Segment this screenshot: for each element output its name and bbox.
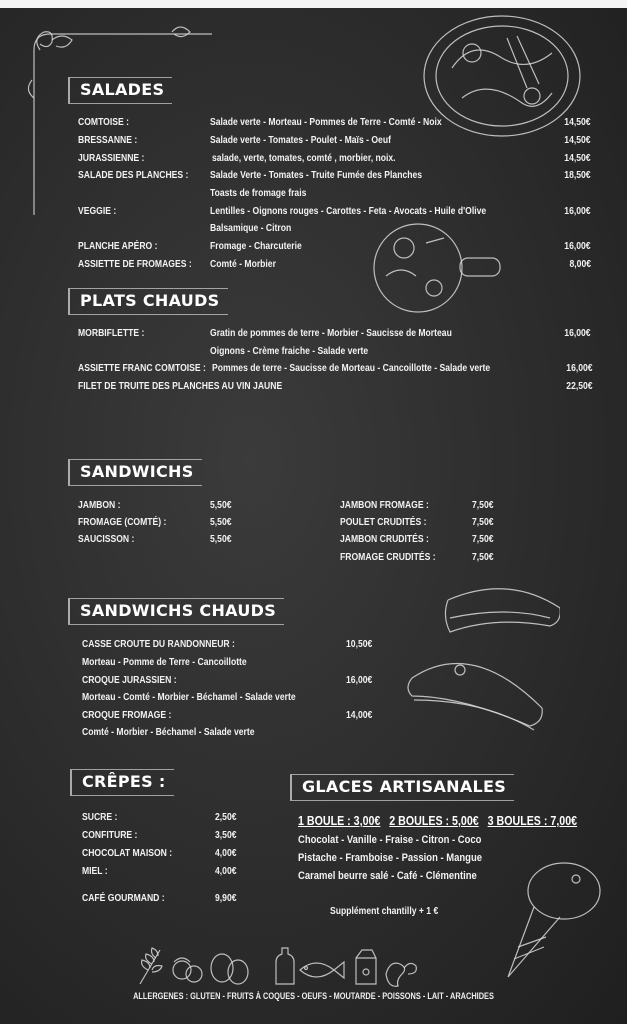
item-price: 8,00€ [569, 259, 591, 270]
ice-cream-illustration [498, 855, 608, 985]
item-name: SAUCISSON : [78, 534, 135, 545]
supplement-note: Supplément chantilly + 1 € [330, 906, 439, 917]
item-name: VEGGIE : [78, 206, 117, 217]
fish-icon [300, 962, 344, 978]
allergen-icons [134, 944, 434, 988]
item-description: Salade verte - Tomates - Poulet - Maïs - Oeuf [210, 135, 391, 146]
item-description-cont: Toasts de fromage frais [210, 188, 307, 199]
item-price: 9,90€ [215, 893, 237, 904]
peanuts-icon [386, 963, 416, 986]
item-name: MIEL : [82, 866, 108, 877]
price-three-scoops: 3 BOULES : 7,00€ [487, 813, 578, 828]
item-name: JURASSIENNE : [78, 153, 145, 164]
item-description: Gratin de pommes de terre - Morbier - Saucisse de Morteau [210, 328, 452, 339]
item-name: CROQUE JURASSIEN : [82, 675, 177, 686]
section-title-crepes: CRÊPES : [70, 769, 174, 796]
wheat-icon [140, 948, 162, 984]
item-name: BRESSANNE : [78, 135, 138, 146]
item-name: SUCRE : [82, 812, 118, 823]
item-name: JAMBON FROMAGE : [340, 500, 429, 511]
item-description: Salade Verte - Tomates - Truite Fumée des Planches [210, 170, 423, 181]
item-name: POULET CRUDITÉS : [340, 517, 427, 528]
item-name: ASSIETTE DE FROMAGES : [78, 259, 192, 270]
item-price: 16,00€ [564, 328, 591, 339]
item-description: salade, verte, tomates, comté , morbier, noix. [212, 153, 396, 164]
item-name: CROQUE FROMAGE : [82, 710, 172, 721]
item-description-cont: Oignons - Crème fraiche - Salade verte [210, 346, 369, 357]
item-price: 2,50€ [215, 812, 237, 823]
item-name: SALADE DES PLANCHES : [78, 170, 189, 181]
sandwich-illustration [400, 578, 560, 758]
item-price: 7,50€ [472, 517, 494, 528]
item-price: 16,00€ [564, 206, 591, 217]
item-name: FROMAGE (COMTÉ) : [78, 517, 167, 528]
item-description: Lentilles - Oignons rouges - Carottes - Feta - Avocats - Huile d'Olive [210, 206, 487, 217]
item-price: 4,00€ [215, 866, 237, 877]
section-title-salades: SALADES [68, 77, 172, 104]
item-description: Morteau - Comté - Morbier - Béchamel - Salade verte [82, 692, 296, 703]
flavors-line: Pistache - Framboise - Passion - Mangue [298, 852, 482, 864]
mustard-icon [276, 948, 294, 984]
item-name: JAMBON CRUDITÉS : [340, 534, 429, 545]
section-title-sandwichs: SANDWICHS [68, 459, 202, 486]
item-name: ASSIETTE FRANC COMTOISE : [78, 363, 206, 374]
ice-cream-prices [298, 813, 577, 828]
item-name: COMTOISE : [78, 117, 129, 128]
item-price: 18,50€ [564, 170, 591, 181]
item-price: 16,00€ [564, 241, 591, 252]
milk-icon [356, 950, 376, 984]
item-price: 14,50€ [564, 153, 591, 164]
item-name: FILET DE TRUITE DES PLANCHES AU VIN JAUNE [78, 381, 283, 392]
item-name: CONFITURE : [82, 830, 138, 841]
item-price: 14,00€ [346, 710, 373, 721]
flavors-line: Chocolat - Vanille - Fraise - Citron - Coco [298, 834, 482, 846]
nuts-icon [173, 958, 202, 982]
item-price: 7,50€ [472, 534, 494, 545]
item-price: 7,50€ [472, 500, 494, 511]
item-price: 5,50€ [210, 517, 232, 528]
item-name: CHOCOLAT MAISON : [82, 848, 173, 859]
item-name: PLANCHE APÉRO : [78, 241, 158, 252]
item-price: 16,00€ [566, 363, 593, 374]
item-price: 22,50€ [566, 381, 593, 392]
item-name: JAMBON : [78, 500, 121, 511]
section-title-glaces: GLACES ARTISANALES [290, 774, 514, 801]
flourish-ornament [22, 20, 242, 240]
section-title-sandwichs-chauds: SANDWICHS CHAUDS [68, 598, 284, 625]
item-price: 14,50€ [564, 117, 591, 128]
item-name: CASSE CROUTE DU RANDONNEUR : [82, 639, 235, 650]
item-price: 7,50€ [472, 552, 494, 563]
item-description: Morteau - Pomme de Terre - Cancoillotte [82, 657, 247, 668]
item-price: 5,50€ [210, 534, 232, 545]
item-name: FROMAGE CRUDITÉS : [340, 552, 436, 563]
eggs-icon [211, 954, 248, 984]
item-price: 10,50€ [346, 639, 373, 650]
item-description: Pommes de terre - Saucisse de Morteau - Cancoillotte - Salade verte [212, 363, 491, 374]
item-price: 4,00€ [215, 848, 237, 859]
item-price: 5,50€ [210, 500, 232, 511]
cheese-board-illustration [356, 218, 506, 318]
flavors-line: Caramel beurre salé - Café - Clémentine [298, 870, 477, 882]
item-description: Fromage - Charcuterie [210, 241, 302, 252]
allergens-legend: ALLERGENES : GLUTEN - FRUITS À COQUES - OEUFS - MOUTARDE - POISSONS - LAIT - ARACHIDES [133, 991, 494, 1001]
top-border [0, 0, 627, 8]
price-two-scoops: 2 BOULES : 5,00€ [389, 813, 479, 828]
item-description-cont: Balsamique - Citron [210, 223, 292, 234]
item-description: Comté - Morbier [210, 259, 276, 270]
item-name: MORBIFLETTE : [78, 328, 145, 339]
item-description: Salade verte - Morteau - Pommes de Terre - Comté - Noix [210, 117, 442, 128]
section-title-plats-chauds: PLATS CHAUDS [68, 288, 228, 315]
item-price: 16,00€ [346, 675, 373, 686]
price-one-scoop: 1 BOULE : 3,00€ [298, 813, 381, 828]
item-description: Comté - Morbier - Béchamel - Salade verte [82, 727, 255, 738]
item-name: CAFÉ GOURMAND : [82, 893, 165, 904]
item-price: 14,50€ [564, 135, 591, 146]
item-price: 3,50€ [215, 830, 237, 841]
